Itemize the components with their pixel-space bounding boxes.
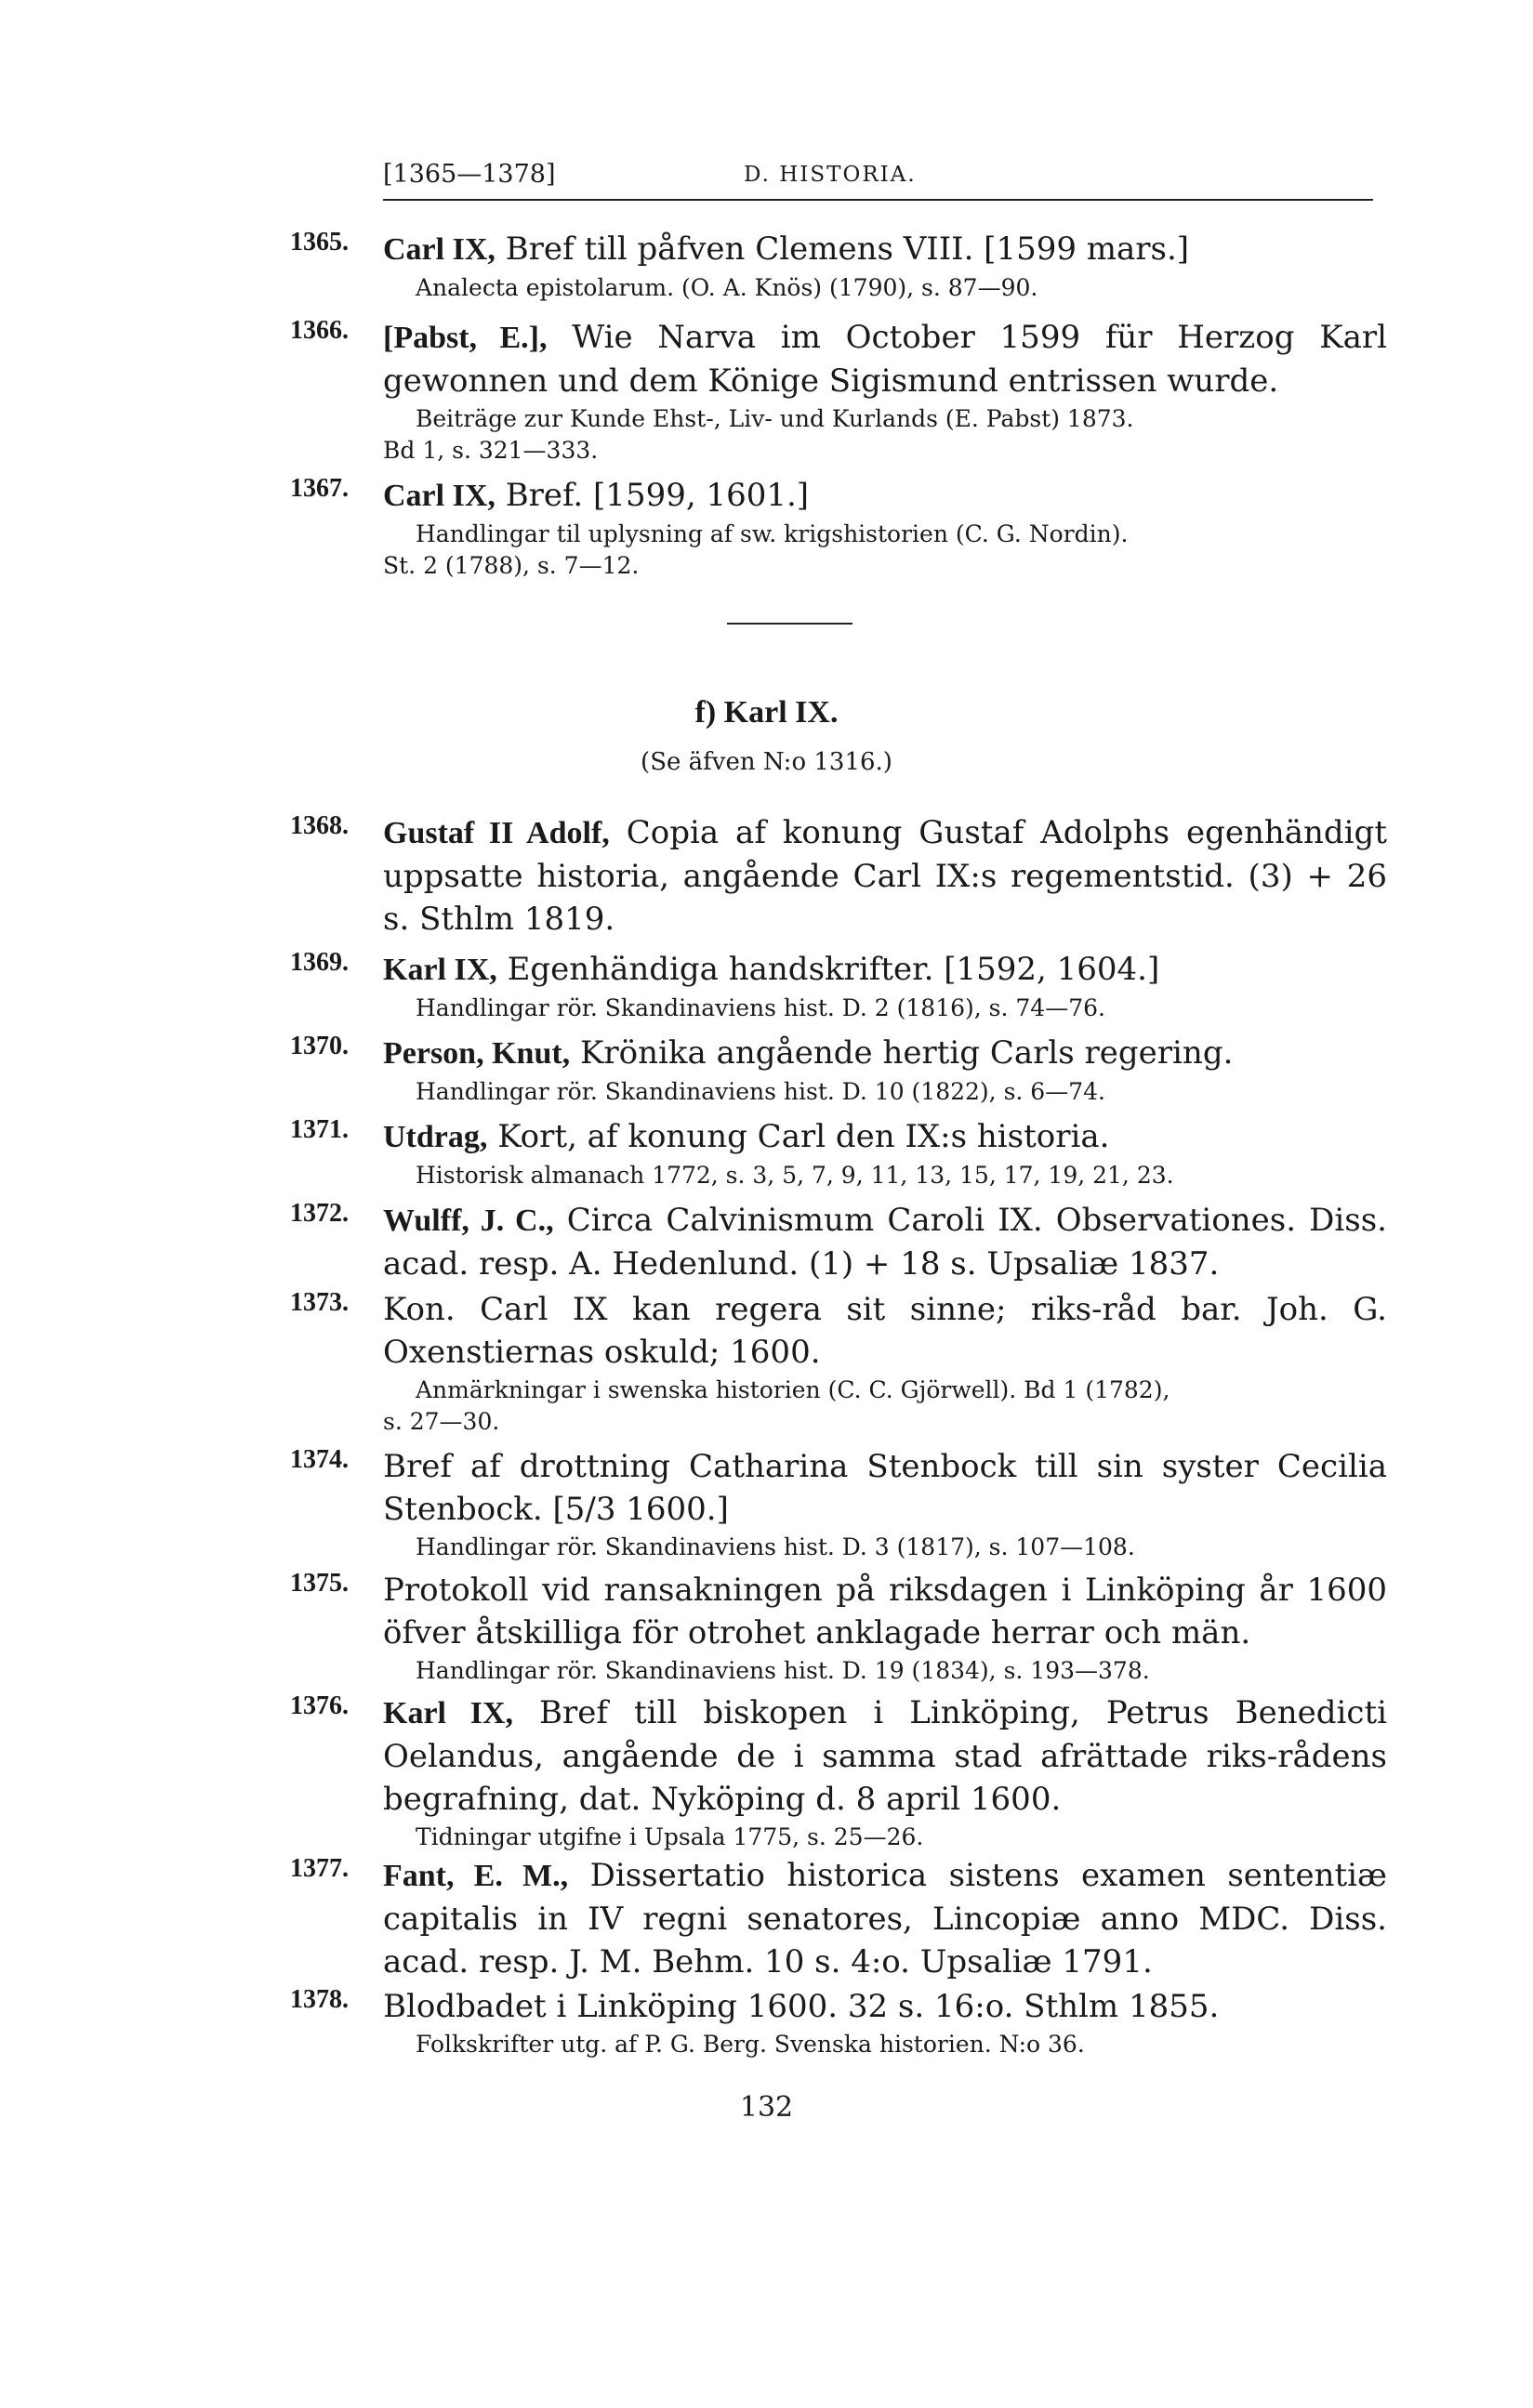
entry-1365 bbox=[290, 228, 1387, 303]
page-number: 132 bbox=[739, 2091, 794, 2124]
entry-source: Anmärkningar i swenska historien (C. C. Gjörwell). Bd 1 (1782), bbox=[416, 1376, 1170, 1403]
entry-1368 bbox=[290, 811, 1387, 941]
entry-title: Circa Calvinismum Caroli IX. Observationes. Diss. acad. resp. A. Hedenlund. (1) + 18 s. Upsaliæ 1837. bbox=[383, 1202, 1387, 1283]
entry-source: Handlingar rör. Skandinaviens hist. D. 2 (1816), s. 74—76. bbox=[416, 994, 1105, 1021]
entry-1367 bbox=[290, 474, 1387, 581]
entry-author: Utdrag, bbox=[383, 1120, 488, 1154]
entry-number: 1366. bbox=[290, 316, 349, 345]
entry-1375 bbox=[290, 1569, 1387, 1686]
header-section: D. HISTORIA. bbox=[744, 163, 917, 187]
entry-1366 bbox=[290, 316, 1387, 466]
entry-source: Handlingar rör. Skandinaviens hist. D. 3 (1817), s. 107—108. bbox=[416, 1533, 1135, 1560]
entry-source-continued: s. 27—30. bbox=[383, 1408, 500, 1435]
entry-author: Karl IX, bbox=[383, 953, 497, 987]
entry-1373 bbox=[290, 1288, 1387, 1437]
entry-title: Blodbadet i Linköping 1600. 32 s. 16:o. Sthlm 1855. bbox=[383, 1988, 1220, 2025]
entry-number: 1372. bbox=[290, 1199, 349, 1228]
entry-title: Bref af drottning Catharina Stenbock till sin syster Cecilia Stenbock. [5/3 1600.] bbox=[383, 1448, 1387, 1528]
entry-title: Egenhändiga handskrifter. [1592, 1604.] bbox=[496, 951, 1160, 988]
entry-author: Karl IX, bbox=[383, 1696, 514, 1730]
entry-number: 1368. bbox=[290, 811, 349, 840]
entry-author: Wulff, J. C., bbox=[383, 1204, 554, 1238]
entry-author: [Pabst, E.], bbox=[383, 321, 548, 355]
entry-1374 bbox=[290, 1445, 1387, 1562]
entry-number: 1371. bbox=[290, 1115, 349, 1144]
entry-author: Person, Knut, bbox=[383, 1036, 571, 1071]
entry-source: Handlingar rör. Skandinaviens hist. D. 19 (1834), s. 193—378. bbox=[416, 1657, 1150, 1684]
entry-text bbox=[383, 1032, 1387, 1075]
entry-number: 1377. bbox=[290, 1854, 349, 1883]
entry-text bbox=[383, 474, 1387, 518]
entry-text bbox=[383, 1569, 1387, 1654]
entry-source-continued: St. 2 (1788), s. 7—12. bbox=[383, 552, 640, 579]
entry-text bbox=[383, 948, 1387, 992]
entry-text bbox=[383, 1854, 1387, 1983]
entry-1377 bbox=[290, 1854, 1387, 1983]
entry-source: Historisk almanach 1772, s. 3, 5, 7, 9, 11, 13, 15, 17, 19, 21, 23. bbox=[416, 1162, 1174, 1189]
entry-text bbox=[383, 228, 1387, 271]
entry-source: Beiträge zur Kunde Ehst-, Liv- und Kurlands (E. Pabst) 1873. bbox=[416, 405, 1134, 432]
entry-author: Carl IX, bbox=[383, 479, 496, 513]
entry-1370 bbox=[290, 1032, 1387, 1107]
entry-author: Gustaf II Adolf, bbox=[383, 816, 610, 850]
entry-1371 bbox=[290, 1115, 1387, 1191]
entry-text bbox=[383, 1199, 1387, 1285]
section-title: f) Karl IX. bbox=[694, 695, 839, 730]
entry-number: 1374. bbox=[290, 1445, 349, 1474]
header-range: [1365—1378] bbox=[383, 160, 556, 189]
entry-source: Folkskrifter utg. af P. G. Berg. Svenska historien. N:o 36. bbox=[416, 2031, 1085, 2058]
entry-number: 1373. bbox=[290, 1288, 349, 1317]
entry-title: Dissertatio historica sistens examen sententiæ capitalis in IV regni senatores, Lincopiæ anno MDC. Diss. acad. resp. J. M. Behm. 10 s. 4:o. Upsaliæ 1791. bbox=[383, 1857, 1387, 1980]
entry-text bbox=[383, 316, 1387, 402]
entry-source: Tidningar utgifne i Upsala 1775, s. 25—26. bbox=[416, 1823, 924, 1850]
section-divider bbox=[727, 623, 852, 625]
entry-number: 1376. bbox=[290, 1691, 349, 1720]
entry-title: Bref till biskopen i Linköping, Petrus Benedicti Oelandus, angående de i samma stad afrättade riks-rådens begrafning, dat. Nyköping d. 8 april 1600. bbox=[383, 1694, 1387, 1818]
entry-title: Wie Narva im October 1599 für Herzog Karl gewonnen und dem Könige Sigismund entrissen wurde. bbox=[383, 319, 1387, 400]
entry-title: Bref. [1599, 1601.] bbox=[495, 477, 810, 514]
running-header bbox=[383, 160, 1373, 201]
entry-text bbox=[383, 1115, 1387, 1159]
entry-1378 bbox=[290, 1985, 1387, 2059]
entry-text bbox=[383, 1288, 1387, 1374]
entry-number: 1367. bbox=[290, 474, 349, 503]
entry-1376 bbox=[290, 1691, 1387, 1852]
entry-source-continued: Bd 1, s. 321—333. bbox=[383, 437, 599, 464]
entry-number: 1378. bbox=[290, 1985, 349, 2014]
section-note: (Se äfven N:o 1316.) bbox=[641, 748, 892, 776]
entry-author: Fant, E. M., bbox=[383, 1859, 569, 1893]
entry-text bbox=[383, 811, 1387, 941]
entry-text bbox=[383, 1985, 1387, 2028]
entry-text bbox=[383, 1445, 1387, 1531]
entry-number: 1369. bbox=[290, 948, 349, 977]
entry-title: Copia af konung Gustaf Adolphs egenhändigt uppsatte historia, angående Carl IX:s regementstid. (3) + 26 s. Sthlm 1819. bbox=[383, 814, 1387, 938]
entry-text bbox=[383, 1691, 1387, 1821]
entry-title: Protokoll vid ransakningen på riksdagen i Linköping år 1600 öfver åtskilliga för otrohet anklagade herrar och män. bbox=[383, 1572, 1387, 1651]
entry-1369 bbox=[290, 948, 1387, 1023]
entry-title: Krönika angående hertig Carls regering. bbox=[570, 1034, 1234, 1072]
entry-title: Bref till påfven Clemens VIII. [1599 mars.] bbox=[495, 230, 1190, 268]
entry-author: Carl IX, bbox=[383, 232, 496, 267]
entry-source: Handlingar til uplysning af sw. krigshistorien (C. G. Nordin). bbox=[416, 520, 1129, 547]
entry-title: Kort, af konung Carl den IX:s historia. bbox=[487, 1118, 1110, 1155]
entry-number: 1375. bbox=[290, 1569, 349, 1598]
entry-number: 1370. bbox=[290, 1032, 349, 1060]
entry-1372 bbox=[290, 1199, 1387, 1285]
entry-source: Handlingar rör. Skandinaviens hist. D. 10 (1822), s. 6—74. bbox=[416, 1078, 1105, 1105]
entry-title: Kon. Carl IX kan regera sit sinne; riks-råd bar. Joh. G. Oxenstiernas oskuld; 1600. bbox=[383, 1291, 1387, 1371]
entry-source: Analecta epistolarum. (O. A. Knös) (1790), s. 87—90. bbox=[416, 274, 1038, 301]
entry-number: 1365. bbox=[290, 228, 349, 257]
